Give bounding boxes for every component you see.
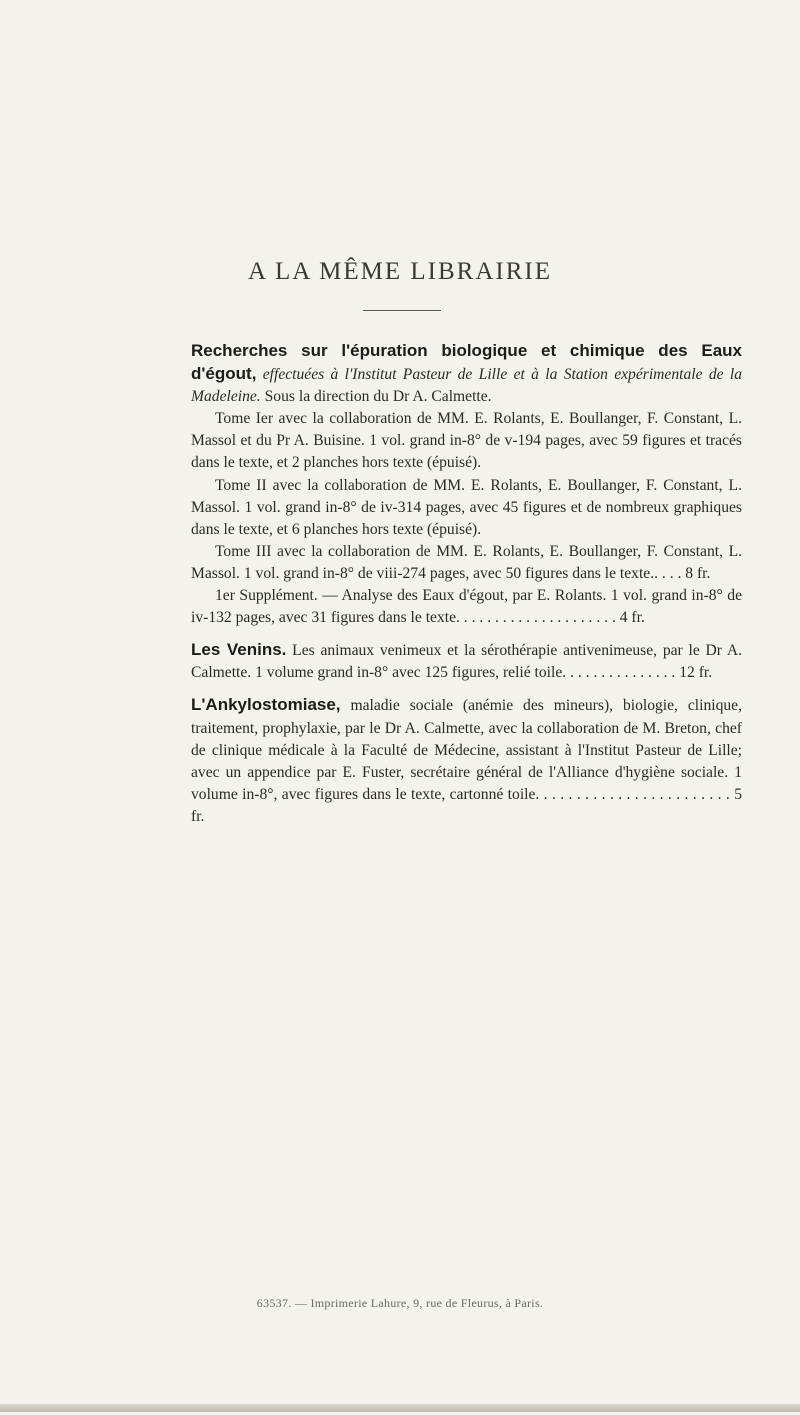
entry-ankylostomiase <box>191 694 742 828</box>
entry-venins <box>191 639 742 684</box>
tome-item: 1er Supplément. — Analyse des Eaux d'égout, par E. Rolants. 1 vol. grand in-8° de iv-132 pages, avec 31 figures dans le texte. . . . . . . . . . . . . . . . . . . . . 4 fr. <box>191 587 742 627</box>
entry-title: Les Venins. <box>191 640 287 660</box>
entry-recherches <box>191 340 742 629</box>
catalog-body <box>191 340 742 837</box>
entry-body: maladie sociale (anémie des mineurs), biologie, clinique, traitement, prophylaxie, par le Dr A. Calmette, avec la collaboration de M. Breton, chef de clinique médicale à la Faculté de Médecine, assistant à l'Institut Pasteur de Lille; avec un appendice par E. Fuster, secrétaire général de l'Alliance d'hygiène sociale. 1 volume in-8°, avec figures dans le texte, cartonné toile. . . . . . . . . . . . . . . . . . . . . . . . 5 fr. <box>191 697 742 825</box>
entry-title: L'Ankylostomiase, <box>191 695 341 715</box>
entry-body: Les animaux venimeux et la sérothérapie antivenimeuse, par le Dr A. Calmette. 1 volume grand in-8° avec 125 figures, relié toile. . . . . . . . . . . . . . . 12 fr. <box>191 642 742 682</box>
heading-rule <box>363 310 441 311</box>
page-bottom-edge <box>0 1404 800 1412</box>
tome-item: Tome II avec la collaboration de MM. E. Rolants, E. Boullanger, F. Constant, L. Massol. 1 vol. grand in-8° de iv-314 pages, avec 45 figures et de nombreux graphiques dans le texte, et 6 planches hors texte (épuisé). <box>191 476 742 538</box>
entry-title: Recherches sur l'épuration biologique et chimique des Eaux d'égout, <box>191 341 742 384</box>
printer-imprint: 63537. — Imprimerie Lahure, 9, rue de Fleurus, à Paris. <box>256 1296 544 1310</box>
entry-direction: Sous la direction du Dr A. Calmette. <box>264 388 492 406</box>
tome-list <box>191 408 742 629</box>
page-heading: A LA MÊME LIBRAIRIE <box>248 258 552 285</box>
tome-item: Tome Ier avec la collaboration de MM. E. Rolants, E. Boullanger, F. Constant, L. Massol et du Pr A. Buisine. 1 vol. grand in-8° de v-194 pages, avec 59 figures et tracés dans le texte, et 2 planches hors texte (épuisé). <box>191 410 742 472</box>
entry-subtitle: effectuées à l'Institut Pasteur de Lille et à la Station expérimentale de la Madeleine. <box>191 366 742 406</box>
tome-item: Tome III avec la collaboration de MM. E. Rolants, E. Boullanger, F. Constant, L. Massol. 1 vol. grand in-8° de viii-274 pages, avec 50 figures dans le texte.. . . . 8 fr. <box>191 542 742 582</box>
